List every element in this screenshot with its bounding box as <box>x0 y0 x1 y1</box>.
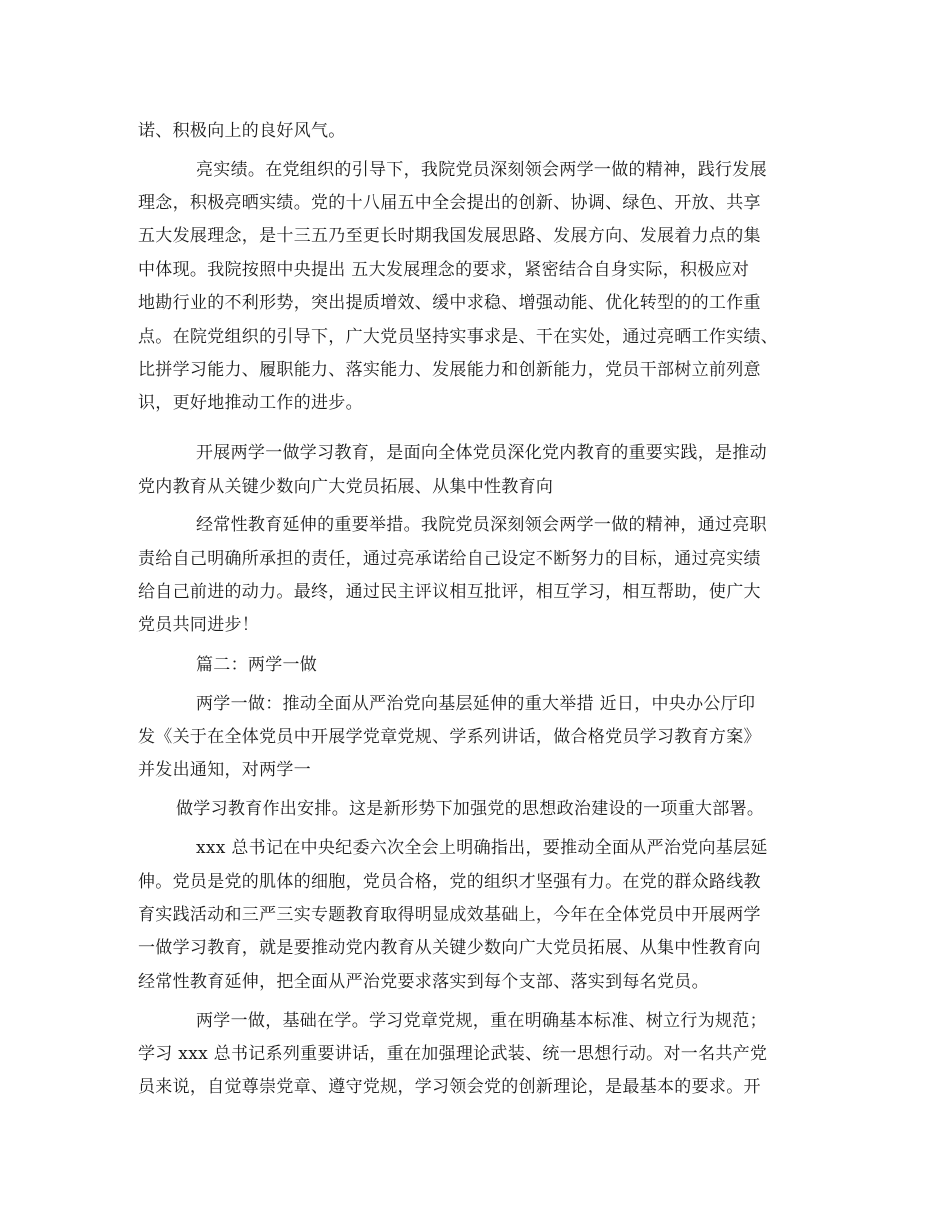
text-line: 五大发展理念，是十三五乃至更长时期我国发展思路、发展方向、发展着力点的集 <box>138 226 761 246</box>
text-line: 比拼学习能力、履职能力、落实能力、发展能力和创新能力，党员干部树立前列意 <box>138 360 761 380</box>
text-line: 开展两学一做学习教育，是面向全体党员深化党内教育的重要实践，是推动 <box>196 443 767 463</box>
text-line: 点。在院党组织的引导下，广大党员坚持实事求是、干在实处，通过亮晒工作实绩、 <box>138 327 779 347</box>
text-line: 并发出通知，对两学一 <box>138 760 311 780</box>
text-line: 学习 xxx 总书记系列重要讲话，重在加强理论武装、统一思想行动。对一名共产党 <box>138 1044 768 1064</box>
text-line: 发《关于在全体党员中开展学党章党规、学系列讲话，做合格党员学习教育方案》 <box>138 727 761 747</box>
text-line: 识，更好地推动工作的进步。 <box>138 393 363 413</box>
text-line: 员来说，自觉尊崇党章、遵守党规，学习领会党的创新理论，是最基本的要求。开 <box>138 1077 761 1097</box>
text-line: 给自己前进的动力。最终，通过民主评议相互批评，相互学习，相互帮助，使广大 <box>138 582 761 602</box>
text-line: 一做学习教育，就是要推动党内教育从关键少数向广大党员拓展、从集中性教育向 <box>138 938 761 958</box>
text-line: 经常性教育延伸的重要举措。我院党员深刻领会两学一做的精神，通过亮职 <box>196 515 767 535</box>
text-line: 理念，积极亮晒实绩。党的十八届五中全会提出的创新、协调、绿色、开放、共享 <box>138 193 761 213</box>
text-line: 育实践活动和三严三实专题教育取得明显成效基础上，今年在全体党员中开展两学 <box>138 905 761 925</box>
text-line: 两学一做：推动全面从严治党向基层延伸的重大举措 近日，中央办公厅印 <box>196 694 756 714</box>
text-line: 党员共同进步！ <box>138 615 260 635</box>
section-heading: 篇二：两学一做 <box>196 655 318 675</box>
text-line: 亮实绩。在党组织的引导下，我院党员深刻领会两学一做的精神，践行发展 <box>196 160 767 180</box>
text-line: 诺、积极向上的良好风气。 <box>138 121 346 141</box>
text-line: 伸。党员是党的肌体的细胞，党员合格，党的组织才坚强有力。在党的群众路线教 <box>138 872 761 892</box>
text-line: 中体现。我院按照中央提出 五大发展理念的要求，紧密结合自身实际，积极应对 <box>138 260 750 280</box>
text-line: 两学一做，基础在学。学习党章党规，重在明确基本标准、树立行为规范； <box>196 1011 767 1031</box>
text-line: 党内教育从关键少数向广大党员拓展、从集中性教育向 <box>138 477 554 497</box>
text-line: xxx 总书记在中央纪委六次全会上明确指出，要推动全面从严治党向基层延 <box>196 838 768 858</box>
text-line: 地勘行业的不利形势，突出提质增效、缓中求稳、增强动能、优化转型的的工作重 <box>138 293 761 313</box>
text-line: 责给自己明确所承担的责任，通过亮承诺给自己设定不断努力的目标，通过亮实绩 <box>138 549 761 569</box>
text-line: 经常性教育延伸，把全面从严治党要求落实到每个支部、落实到每名党员。 <box>138 972 709 992</box>
text-line: 做学习教育作出安排。这是新形势下加强党的思想政治建设的一项重大部署。 <box>176 799 765 819</box>
